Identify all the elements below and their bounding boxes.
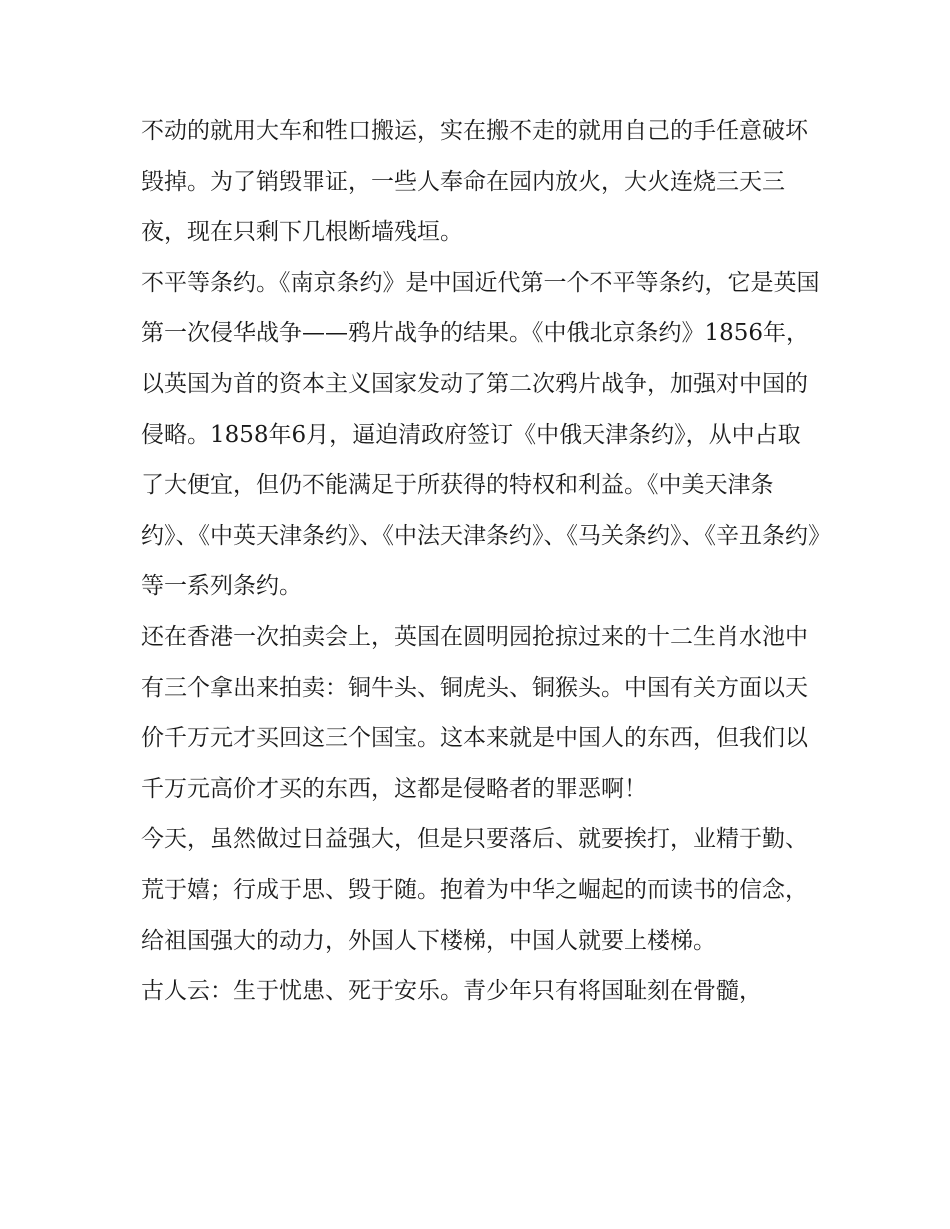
paragraph-4: 今天，虽然做过日益强大，但是只要落后、就要挨打，业精于勤、荒于嬉；行成于思、毁于随。抱着为中华之崛起的而读书的信念，给祖国强大的动力，外国人下楼梯，中国人就要上楼梯。 — [141, 826, 808, 954]
paragraph-1: 不动的就用大车和牲口搬运，实在搬不走的就用自己的手任意破坏毁掉。为了销毁罪证，一些人奉命在园内放火，大火连烧三天三夜，现在只剩下几根断墙残垣。 — [141, 118, 808, 246]
paragraph-2: 不平等条约。《南京条约》是中国近代第一个不平等条约，它是英国第一次侵华战争——鸦片战争的结果。《中俄北京条约》1856年，以英国为首的资本主义国家发动了第二次鸦片战争，加强对中国的侵略。1858年6月，逼迫清政府签订《中俄天津条约》，从中占取了大便宜，但仍不能满足于所获得的特权和利益。《中美天津条约》、《中英天津条约》、《中法天津条约》、《马关条约》、《辛丑条约》等一系列条约。 — [141, 269, 820, 600]
document-body — [141, 106, 821, 1017]
paragraph-5: 古人云：生于忧患、死于安乐。青少年只有将国耻刻在骨髓， — [141, 978, 762, 1005]
paragraph-3: 还在香港一次拍卖会上，英国在圆明园抢掠过来的十二生肖水池中有三个拿出来拍卖：铜牛头、铜虎头、铜猴头。中国有关方面以天价千万元才买回这三个国宝。这本来就是中国人的东西，但我们以千万元高价才买的东西，这都是侵略者的罪恶啊！ — [141, 623, 808, 802]
